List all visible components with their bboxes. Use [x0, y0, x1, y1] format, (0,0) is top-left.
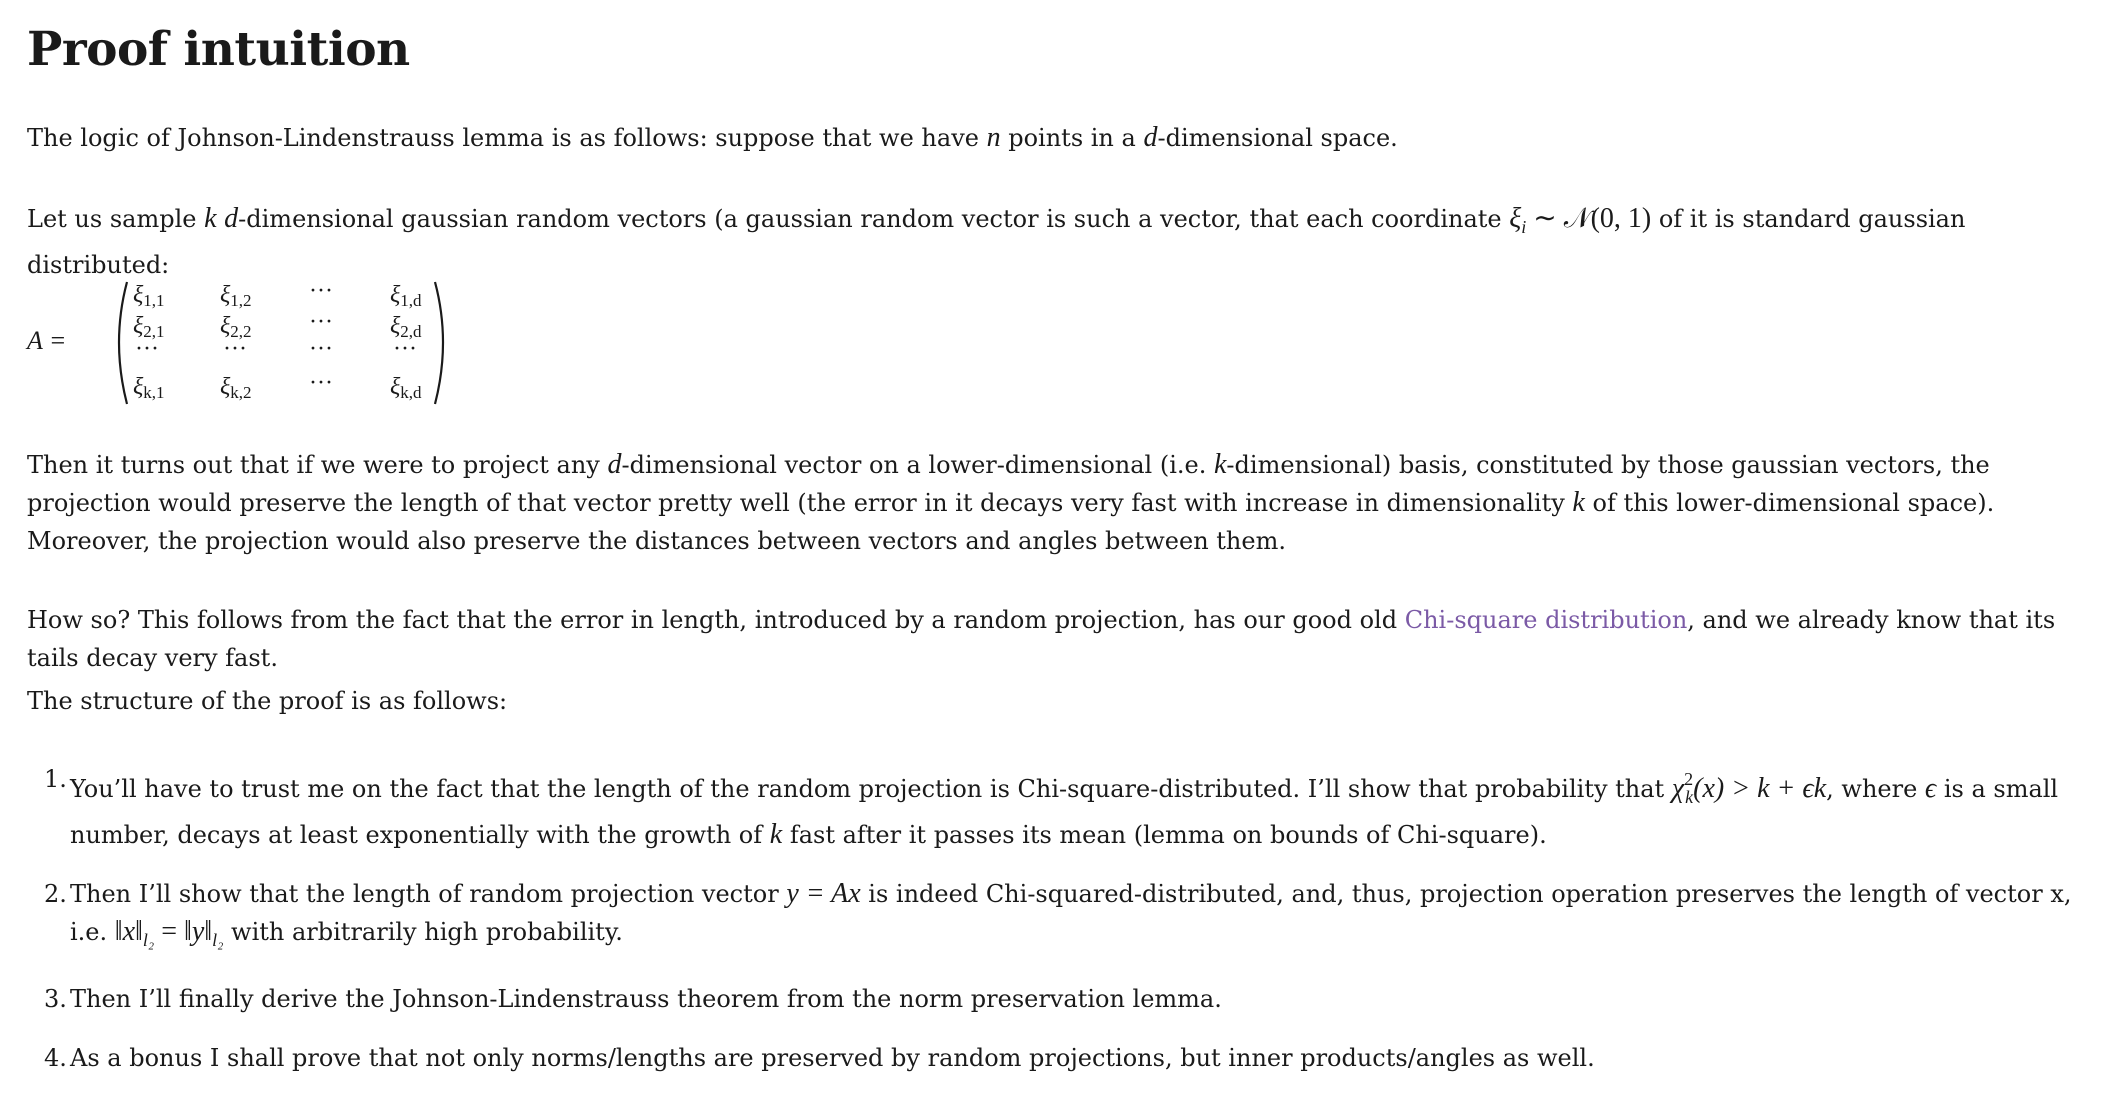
- text: , and we already know that its tails decay very fast.: [27, 606, 2056, 672]
- matrix-ellipsis: ···: [309, 309, 333, 335]
- list-item: [27, 1039, 2106, 1077]
- math-d: d: [607, 449, 622, 480]
- math-equals: =: [154, 916, 184, 947]
- text: with arbitrarily high probability.: [223, 918, 623, 946]
- text: of this lower-dimensional space). Moreover, the projection would also preserve the distances between vectors and angles between them.: [27, 489, 1995, 555]
- text: Then I’ll finally derive the Johnson-Lindenstrauss theorem from the norm preservation lemma.: [70, 985, 1222, 1013]
- matrix-cell: ξ2,2: [220, 313, 252, 341]
- math-k: k: [1572, 487, 1585, 518]
- math-subscript: k: [1685, 787, 1694, 807]
- math-superscript: 2: [1684, 769, 1694, 789]
- math-y-equals-ax: y = Ax: [786, 878, 861, 909]
- text: -dimensional gaussian random vectors (a gaussian random vector is such a vector, that each coordinate: [238, 205, 1510, 233]
- text: points in a: [1000, 124, 1144, 152]
- text: -dimensional vector on a lower-dimensional (i.e.: [621, 451, 1214, 479]
- math-subscript: i: [1521, 217, 1527, 237]
- matrix-cell: ξ1,d: [390, 282, 422, 310]
- paragraph-how-so: [27, 601, 2106, 677]
- text: is a small number, decays at least exponentially with the growth of: [70, 775, 2059, 849]
- paragraph-sampling: [27, 200, 2106, 284]
- text: Let us sample: [27, 205, 205, 233]
- matrix-ellipsis: ···: [135, 336, 159, 362]
- math-norm-y: ‖y‖: [183, 916, 213, 947]
- matrix-ellipsis: ···: [223, 336, 247, 362]
- matrix-ellipsis: ···: [309, 336, 333, 362]
- text: How so? This follows from the fact that the error in length, introduced by a random projection, has our good old: [27, 606, 1405, 634]
- math-norm-x: ‖x‖: [114, 916, 143, 947]
- section-heading: Proof intuition: [27, 22, 410, 77]
- math-n: n: [986, 122, 1001, 153]
- math-d: d: [1143, 122, 1158, 153]
- paragraph-structure: The structure of the proof is as follows:: [27, 687, 508, 715]
- list-item: [27, 760, 2106, 854]
- list-item: [27, 980, 2106, 1018]
- matrix-ellipsis: ···: [393, 336, 417, 362]
- matrix-cell: ξk,d: [390, 374, 422, 402]
- matrix-cell: ξ2,1: [133, 313, 165, 341]
- list-number: 1.: [44, 765, 67, 793]
- text: , where: [1826, 775, 1925, 803]
- proof-steps-list: [27, 760, 2106, 1098]
- paragraph-projection: [27, 446, 2106, 560]
- text: -dimensional space.: [1157, 124, 1398, 152]
- math-subscript: l₂: [212, 930, 224, 950]
- math-subscript: l₂: [142, 930, 155, 950]
- list-number: 2.: [44, 880, 67, 908]
- matrix-lhs: A =: [27, 326, 67, 355]
- matrix-cell: ξ1,2: [220, 282, 252, 310]
- text: of it is standard gaussian distributed:: [27, 205, 1966, 279]
- matrix-cell: ξk,1: [133, 374, 165, 402]
- matrix-ellipsis: ···: [309, 370, 333, 396]
- math-d: d: [224, 203, 239, 234]
- math-k: k: [769, 819, 783, 850]
- chi-square-link[interactable]: Chi-square distribution: [1404, 606, 1688, 634]
- math-k: k: [1213, 449, 1227, 480]
- text: The logic of Johnson-Lindenstrauss lemma is as follows: suppose that we have: [27, 124, 987, 152]
- matrix-A: [27, 276, 447, 408]
- text: is indeed Chi-squared-distributed, and, thus, projection operation preserves the length of vector x, i.e.: [70, 880, 2072, 946]
- math-k: k: [204, 203, 217, 234]
- matrix-cell: ξk,2: [220, 374, 252, 402]
- list-number: 3.: [44, 985, 67, 1013]
- text: fast after it passes its mean (lemma on bounds of Chi-square).: [782, 821, 1547, 849]
- text: Then I’ll show that the length of random projection vector: [70, 880, 787, 908]
- math-chi: χ: [1671, 773, 1685, 804]
- text: As a bonus I shall prove that not only norms/lengths are preserved by random projections, but inner products/angles as well.: [70, 1044, 1595, 1072]
- list-number: 4.: [44, 1044, 67, 1072]
- math-epsilon: ϵ: [1924, 773, 1937, 804]
- math-inequality: (x) > k + ϵk: [1693, 773, 1827, 804]
- text: Then it turns out that if we were to project any: [27, 451, 608, 479]
- matrix-cell: ξ1,1: [133, 282, 165, 310]
- list-item: [27, 875, 2106, 959]
- math-normal-dist: ∼ 𝒩(0, 1): [1526, 203, 1652, 234]
- text: -dimensional) basis, constituted by those gaussian vectors, the projection would preserve the length of that vector pretty well (the error in it decays very fast with increase in dimensionality: [27, 451, 1990, 517]
- text: You’ll have to trust me on the fact that the length of the random projection is Chi-square-distributed. I’ll show that probability that: [70, 775, 1672, 803]
- math-xi: ξ: [1509, 203, 1522, 234]
- matrix-cell: ξ2,d: [390, 313, 422, 341]
- paragraph-intro: [27, 119, 2106, 157]
- matrix-ellipsis: ···: [309, 278, 333, 304]
